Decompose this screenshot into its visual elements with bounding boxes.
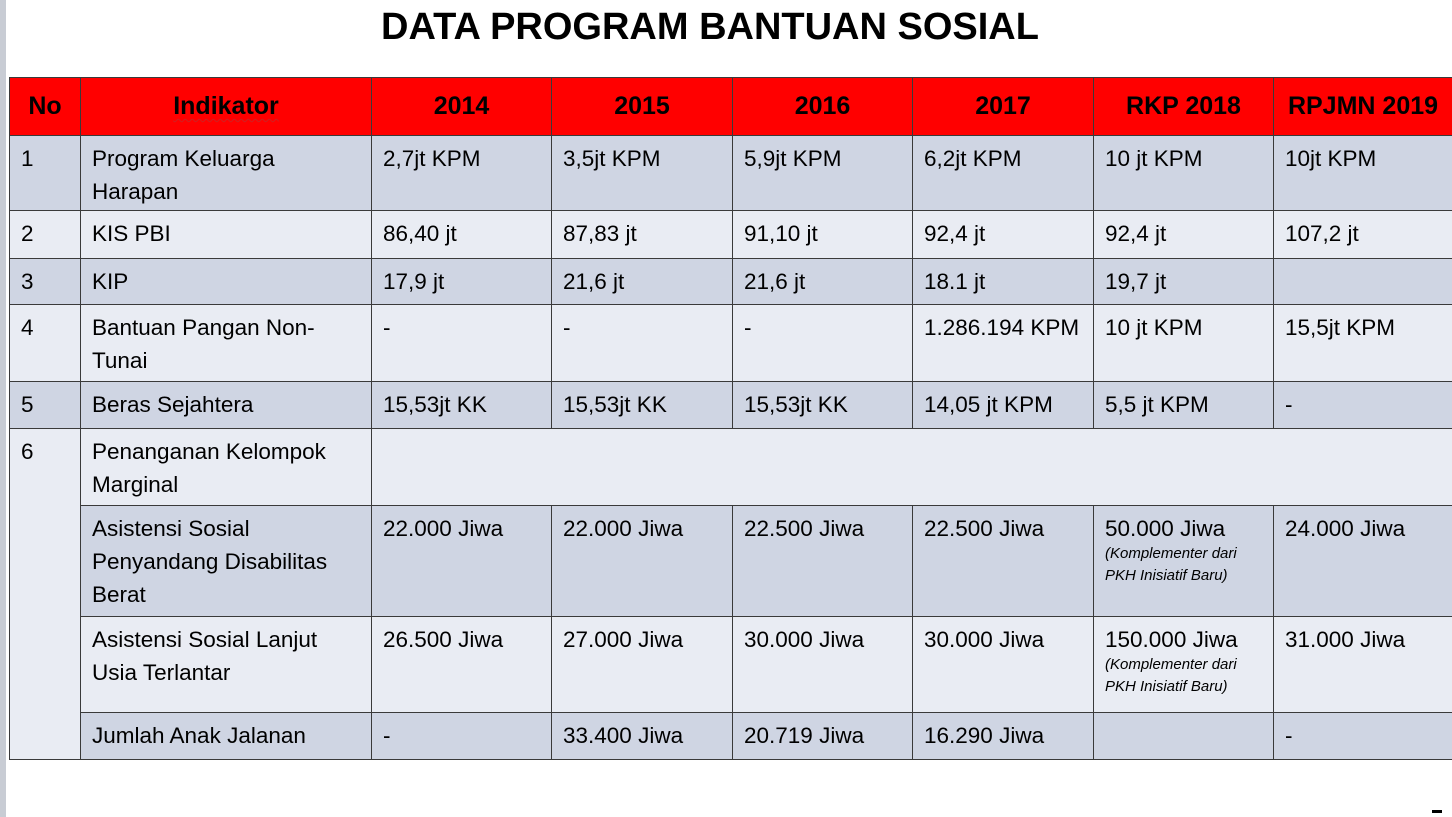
cell-rkp-2018 [1094, 617, 1274, 713]
cell-2016: 15,53jt KK [733, 382, 913, 429]
row-number: 5 [10, 382, 81, 429]
table-row [10, 305, 1452, 382]
cell-2015: 21,6 jt [552, 259, 733, 305]
table-row [10, 617, 1452, 713]
bansos-table [9, 77, 1452, 760]
table-row [10, 713, 1452, 760]
header-2014: 2014 [372, 78, 552, 136]
window-left-edge [0, 0, 6, 817]
cell-note: (Komplementer dari PKH Inisiatif Baru) [1105, 656, 1237, 695]
cell-2014: 26.500 Jiwa [372, 617, 552, 713]
cell-2014: 2,7jt KPM [372, 136, 552, 211]
cell-rpjmn-2019: 31.000 Jiwa [1274, 617, 1452, 713]
row-number: 4 [10, 305, 81, 382]
table-row [10, 506, 1452, 617]
cell-rpjmn-2019: 107,2 jt [1274, 211, 1452, 259]
table-row-group-heading [10, 429, 1452, 506]
cell-rkp-2018: 5,5 jt KPM [1094, 382, 1274, 429]
header-indikator: Indikator [81, 78, 372, 136]
header-rkp-2018: RKP 2018 [1094, 78, 1274, 136]
cell-2017: 18.1 jt [913, 259, 1094, 305]
page-title: DATA PROGRAM BANTUAN SOSIAL [381, 6, 1039, 48]
row-number: 3 [10, 259, 81, 305]
cell-2014: 22.000 Jiwa [372, 506, 552, 617]
table-row [10, 259, 1452, 305]
cell-2016: 91,10 jt [733, 211, 913, 259]
table-header-row [10, 78, 1452, 136]
cell-2016: 21,6 jt [733, 259, 913, 305]
header-2017: 2017 [913, 78, 1094, 136]
cell-rkp-2018-value: 150.000 Jiwa [1105, 627, 1238, 652]
cell-2017: 16.290 Jiwa [913, 713, 1094, 760]
cell-rkp-2018: 92,4 jt [1094, 211, 1274, 259]
cell-2015: - [552, 305, 733, 382]
cell-2015: 22.000 Jiwa [552, 506, 733, 617]
cell-rkp-2018: 10 jt KPM [1094, 136, 1274, 211]
cell-2016: - [733, 305, 913, 382]
cell-2014: 17,9 jt [372, 259, 552, 305]
row-indikator: Program Keluarga Harapan [81, 136, 372, 211]
cell-2014: - [372, 713, 552, 760]
row-indikator: KIS PBI [81, 211, 372, 259]
row-indikator: Beras Sejahtera [81, 382, 372, 429]
cell-2017: 14,05 jt KPM [913, 382, 1094, 429]
cell-2015: 33.400 Jiwa [552, 713, 733, 760]
cell-2014: 15,53jt KK [372, 382, 552, 429]
cell-note: (Komplementer dari PKH Inisiatif Baru) [1105, 545, 1237, 584]
header-no: No [10, 78, 81, 136]
cell-2017: 30.000 Jiwa [913, 617, 1094, 713]
cell-2016: 5,9jt KPM [733, 136, 913, 211]
cell-2014: - [372, 305, 552, 382]
cell-2017: 1.286.194 KPM [913, 305, 1094, 382]
corner-mark [1432, 810, 1442, 813]
row-indikator: Asistensi Sosial Penyandang Disabilitas Berat [81, 506, 372, 617]
header-2016: 2016 [733, 78, 913, 136]
header-rpjmn-2019: RPJMN 2019 [1274, 78, 1452, 136]
cell-rpjmn-2019: 10jt KPM [1274, 136, 1452, 211]
cell-rpjmn-2019: 24.000 Jiwa [1274, 506, 1452, 617]
cell-2015: 15,53jt KK [552, 382, 733, 429]
cell-2016: 22.500 Jiwa [733, 506, 913, 617]
row-indikator: Jumlah Anak Jalanan [81, 713, 372, 760]
cell-2015: 87,83 jt [552, 211, 733, 259]
cell-2016: 30.000 Jiwa [733, 617, 913, 713]
table-row [10, 211, 1452, 259]
table-row [10, 382, 1452, 429]
row-indikator: Penanganan Kelompok Marginal [81, 429, 372, 506]
cell-2017: 92,4 jt [913, 211, 1094, 259]
row-number: 2 [10, 211, 81, 259]
row-indikator: Bantuan Pangan Non-Tunai [81, 305, 372, 382]
row-number: 1 [10, 136, 81, 211]
cell-rpjmn-2019: 15,5jt KPM [1274, 305, 1452, 382]
group-heading-blank [372, 429, 1452, 506]
cell-2014: 86,40 jt [372, 211, 552, 259]
header-2015: 2015 [552, 78, 733, 136]
cell-rkp-2018 [1094, 506, 1274, 617]
cell-rpjmn-2019: - [1274, 713, 1452, 760]
cell-2015: 3,5jt KPM [552, 136, 733, 211]
cell-2017: 6,2jt KPM [913, 136, 1094, 211]
cell-rkp-2018: 10 jt KPM [1094, 305, 1274, 382]
cell-rpjmn-2019: - [1274, 382, 1452, 429]
row-indikator: KIP [81, 259, 372, 305]
cell-rkp-2018 [1094, 713, 1274, 760]
cell-2017: 22.500 Jiwa [913, 506, 1094, 617]
cell-rkp-2018: 19,7 jt [1094, 259, 1274, 305]
row-number: 6 [10, 429, 81, 760]
cell-rpjmn-2019 [1274, 259, 1452, 305]
cell-2016: 20.719 Jiwa [733, 713, 913, 760]
cell-2015: 27.000 Jiwa [552, 617, 733, 713]
table-row [10, 136, 1452, 211]
cell-rkp-2018-value: 50.000 Jiwa [1105, 516, 1226, 541]
row-indikator: Asistensi Sosial Lanjut Usia Terlantar [81, 617, 372, 713]
